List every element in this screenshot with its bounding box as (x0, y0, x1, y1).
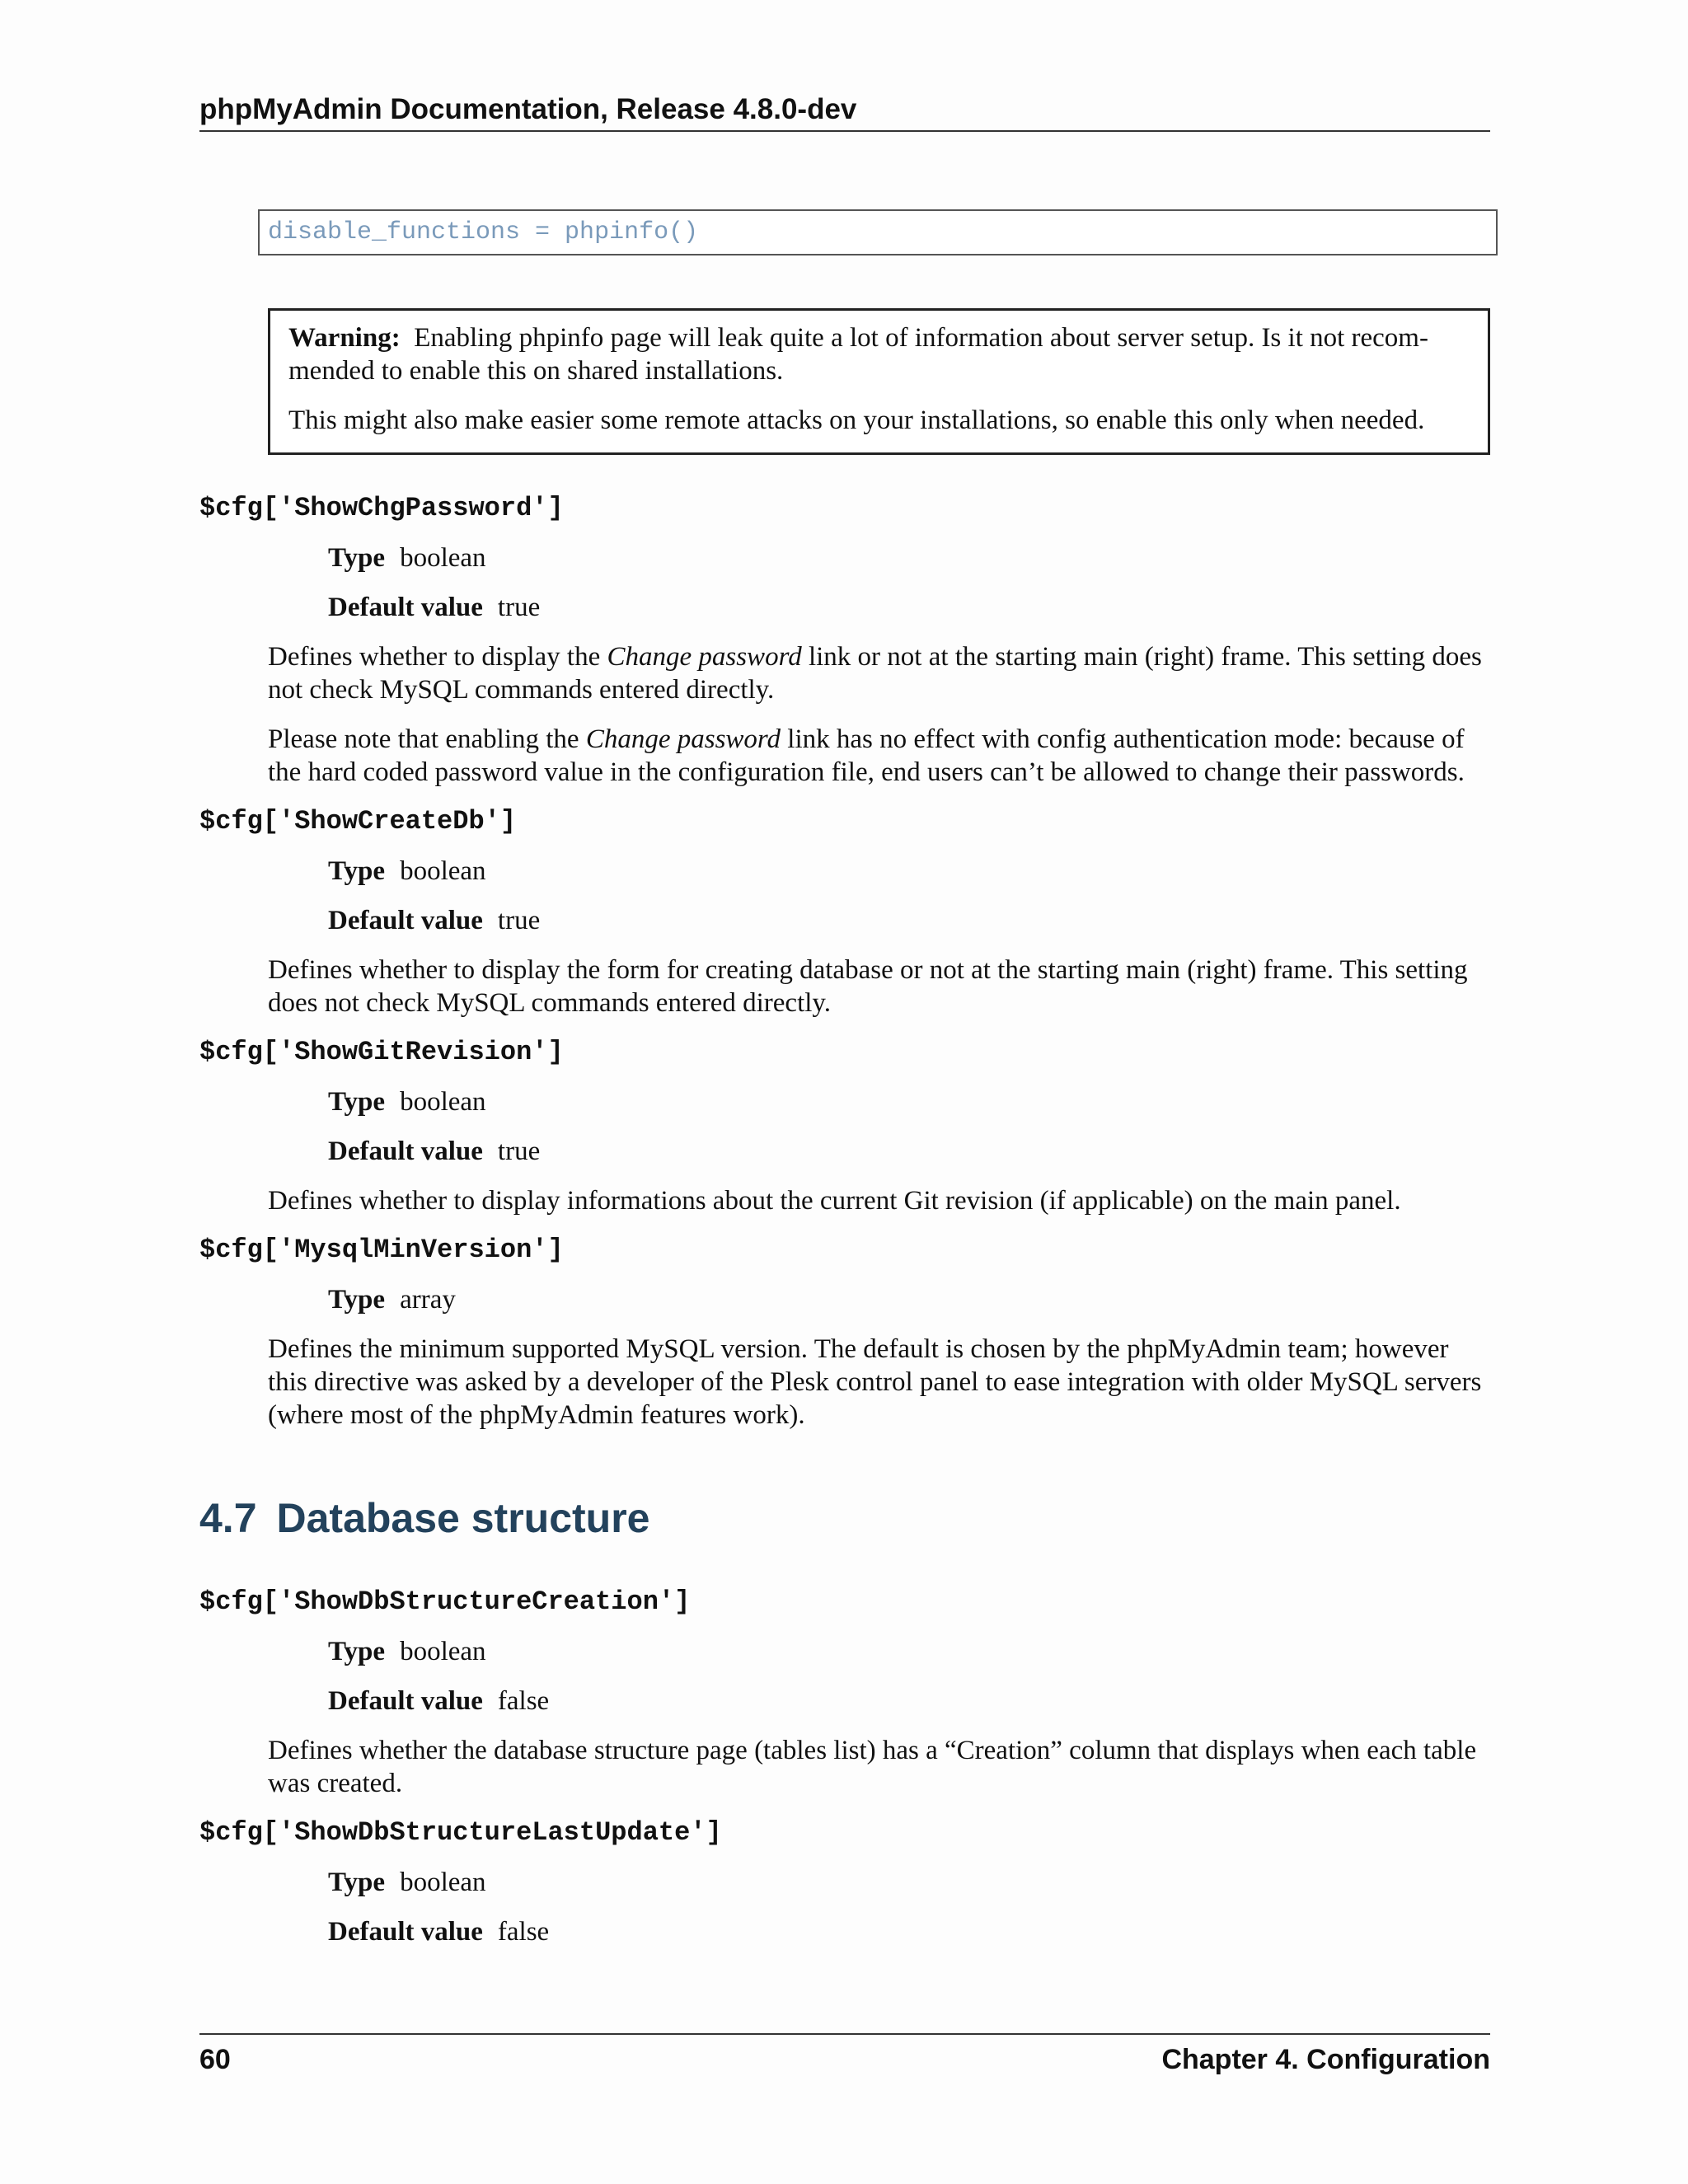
warning-paragraph (288, 321, 1470, 387)
text-run: Please note that enabling the (268, 724, 586, 754)
warning-paragraph-2: This might also make easier some remote attacks on your installations, so enable this only when needed. (288, 405, 1425, 435)
type-field (328, 541, 486, 574)
default-value: true (497, 1137, 541, 1166)
default-field (328, 904, 540, 937)
description-paragraph: Defines whether to display informations about the current Git revision (if applicable) on the main panel. (268, 1186, 1401, 1216)
type-label: Type (328, 856, 386, 886)
text-run: link has no effect with config authentication mode: because of (781, 724, 1465, 754)
warning-admonition (268, 308, 1490, 455)
type-value: array (400, 1285, 456, 1315)
type-value: boolean (400, 1637, 486, 1666)
type-field (328, 1866, 486, 1899)
text-run: the hard coded password value in the configuration file, end users can’t be allowed to change their passwords. (268, 757, 1465, 787)
default-label: Default value (328, 1917, 483, 1947)
description-paragraph (268, 723, 1490, 789)
emphasis: Change password (607, 642, 802, 672)
description-paragraph (268, 1734, 1490, 1800)
text-run: Defines whether to display the form for creating database or not at the starting main (right) frame. This setting (268, 955, 1468, 985)
config-directive-name: $cfg['ShowGitRevision'] (199, 1037, 564, 1067)
text-run: Defines whether to display the (268, 642, 607, 672)
type-field (328, 1085, 486, 1118)
type-field (328, 1283, 456, 1316)
description-paragraph (268, 640, 1490, 706)
default-label: Default value (328, 1686, 483, 1716)
config-directive-name: $cfg['ShowDbStructureCreation'] (199, 1586, 691, 1617)
text-run: not check MySQL commands entered directly. (268, 675, 775, 705)
default-value: false (497, 1686, 550, 1716)
config-directive-name: $cfg['ShowCreateDb'] (199, 806, 517, 837)
running-header: phpMyAdmin Documentation, Release 4.8.0-dev (199, 93, 857, 125)
type-value: boolean (400, 1087, 486, 1117)
type-field (328, 855, 486, 888)
config-directive-name: $cfg['ShowChgPassword'] (199, 493, 564, 523)
default-value: true (497, 906, 541, 935)
config-directive-name: $cfg['MysqlMinVersion'] (199, 1235, 564, 1265)
warning-line-2: mended to enable this on shared installations. (288, 356, 784, 386)
type-value: boolean (400, 1868, 486, 1897)
default-label: Default value (328, 1137, 483, 1166)
chapter-label: Chapter 4. Configuration (1161, 2044, 1490, 2075)
description-paragraph (268, 954, 1490, 1019)
text-run: was created. (268, 1769, 403, 1798)
type-label: Type (328, 1868, 386, 1897)
default-value: true (497, 593, 541, 622)
default-label: Default value (328, 593, 483, 622)
section-heading (199, 1493, 649, 1543)
type-value: boolean (400, 543, 486, 573)
emphasis: Change password (585, 724, 781, 754)
text-run: does not check MySQL commands entered directly. (268, 988, 832, 1018)
text-run: Defines the minimum supported MySQL version. The default is chosen by the phpMyAdmin team; however (268, 1334, 1449, 1364)
type-value: boolean (400, 856, 486, 886)
default-field (328, 1135, 540, 1168)
default-field (328, 591, 540, 624)
type-label: Type (328, 1087, 386, 1117)
type-label: Type (328, 543, 386, 573)
config-directive-name: $cfg['ShowDbStructureLastUpdate'] (199, 1817, 722, 1848)
footer-rule (199, 2033, 1490, 2035)
warning-label: Warning: (288, 323, 401, 353)
page-number: 60 (199, 2044, 231, 2075)
section-title: Database structure (276, 1495, 650, 1541)
default-field (328, 1685, 549, 1718)
type-label: Type (328, 1637, 386, 1666)
default-field (328, 1915, 549, 1948)
type-field (328, 1635, 486, 1668)
text-run: (where most of the phpMyAdmin features work). (268, 1400, 805, 1430)
code-block: disable_functions = phpinfo() (258, 209, 1498, 255)
default-value: false (497, 1917, 550, 1947)
warning-line-1: Enabling phpinfo page will leak quite a lot of information about server setup. Is it not recom- (414, 323, 1428, 353)
default-label: Default value (328, 906, 483, 935)
header-rule (199, 130, 1490, 132)
text-run: link or not at the starting main (right) frame. This setting does (801, 642, 1482, 672)
text-run: this directive was asked by a developer of the Plesk control panel to ease integration with older MySQL servers (268, 1367, 1482, 1397)
type-label: Type (328, 1285, 386, 1315)
section-number: 4.7 (199, 1495, 257, 1541)
description-paragraph (268, 1333, 1490, 1432)
text-run: Defines whether the database structure page (tables list) has a “Creation” column that displays when each table (268, 1736, 1477, 1765)
